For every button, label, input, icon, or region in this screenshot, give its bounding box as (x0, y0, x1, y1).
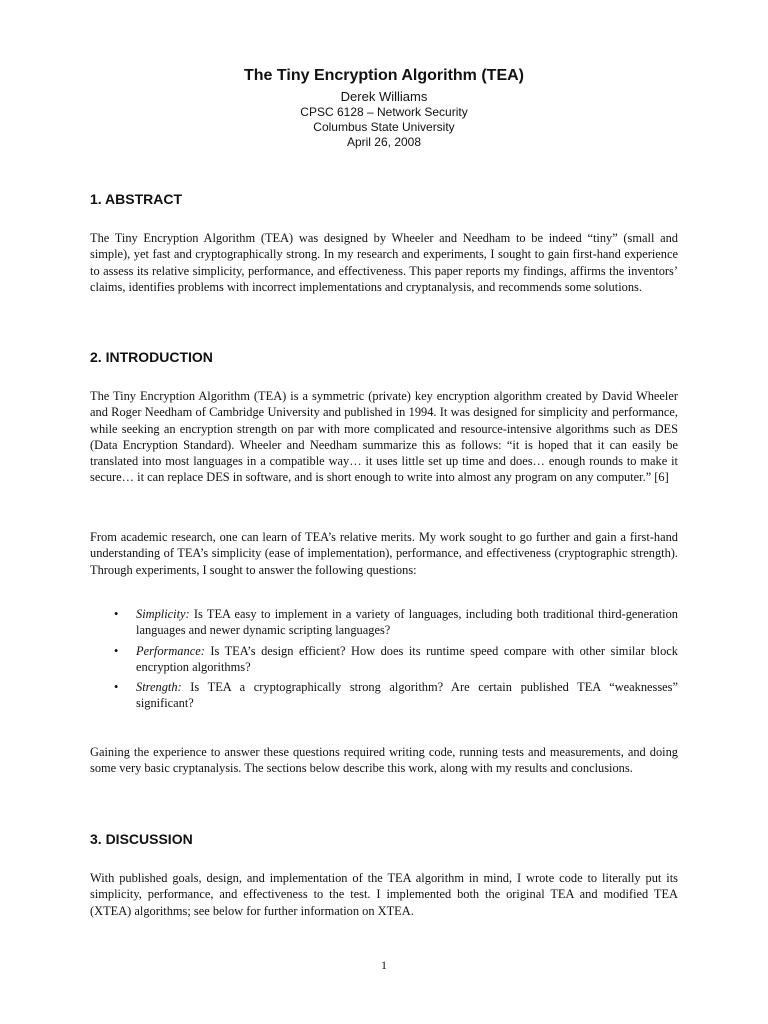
abstract-heading: 1. ABSTRACT (90, 191, 183, 207)
bullet-term: Performance: (136, 643, 205, 658)
list-item (110, 679, 678, 712)
bullet-text: Is TEA’s design efficient? How does its runtime speed compare with other similar block encryption algorithms? (136, 643, 678, 674)
bullet-icon: • (114, 643, 119, 658)
bullet-text: Is TEA easy to implement in a variety of languages, including both traditional third-generation languages and newer dynamic scripting languages? (136, 607, 678, 638)
bullet-text: Is TEA a cryptographically strong algorithm? Are certain published TEA “weaknesses” significant? (136, 680, 678, 711)
bullet-icon: • (114, 607, 119, 621)
bullet-term: Strength: (136, 680, 182, 695)
introduction-heading: 2. INTRODUCTION (90, 349, 213, 365)
date-line: April 26, 2008 (346, 135, 422, 149)
abstract-paragraph: The Tiny Encryption Algorithm (TEA) was designed by Wheeler and Needham to be indeed “tiny” (small and simple), yet fast and cryptographically strong. In my research and experiments, I sought to gain first-hand experience to assess its relative simplicity, performance, and effectiveness. This paper reports my findings, affirms the inventors’ claims, identifies problems with incorrect implementations and cryptanalysis, and recommends some solutions. (90, 231, 678, 294)
introduction-paragraph-2: From academic research, one can learn of TEA’s relative merits. My work sought to go further and gain a first-hand understanding of TEA’s simplicity (ease of implementation), performance, and effectiveness (cryptographic strength). Through experiments, I sought to answer the following questions: (90, 530, 678, 577)
bullet-icon: • (114, 680, 119, 695)
discussion-paragraph: With published goals, design, and implementation of the TEA algorithm in mind, I wrote code to literally put its simplicity, performance, and effectiveness to the test. I implemented both the original TEA and modified TEA (XTEA) algorithms; see below for further information on XTEA. (90, 871, 678, 918)
bullet-term: Simplicity: (136, 607, 190, 621)
institution-line: Columbus State University (313, 120, 455, 134)
introduction-paragraph-1: The Tiny Encryption Algorithm (TEA) is a symmetric (private) key encryption algorithm created by David Wheeler and Roger Needham of Cambridge University and published in 1994. It was designed for simplicity and performance, while seeking an encryption strength on par with more complicated and resource-intensive algorithms such as DES (Data Encryption Standard). Wheeler and Needham summarize this as follows: “it is hoped that it can easily be translated into most languages in a compatible way… it uses little set up time and does… enough rounds to make it secure… it can replace DES in software, and is short enough to write into almost any program on any computer.” [6] (90, 389, 678, 485)
list-item (110, 606, 678, 639)
author-name: Derek Williams (340, 89, 428, 104)
page-number: 1 (381, 958, 387, 972)
paper-header (0, 66, 768, 150)
paper-title: The Tiny Encryption Algorithm (TEA) (244, 67, 524, 84)
list-item (110, 643, 678, 676)
research-questions-list (110, 606, 678, 716)
introduction-paragraph-3: Gaining the experience to answer these questions required writing code, running tests and measurements, and doing some very basic cryptanalysis. The sections below describe this work, along with my results and conclusions. (90, 745, 678, 776)
discussion-heading: 3. DISCUSSION (90, 831, 193, 847)
course-line: CPSC 6128 – Network Security (300, 105, 468, 119)
